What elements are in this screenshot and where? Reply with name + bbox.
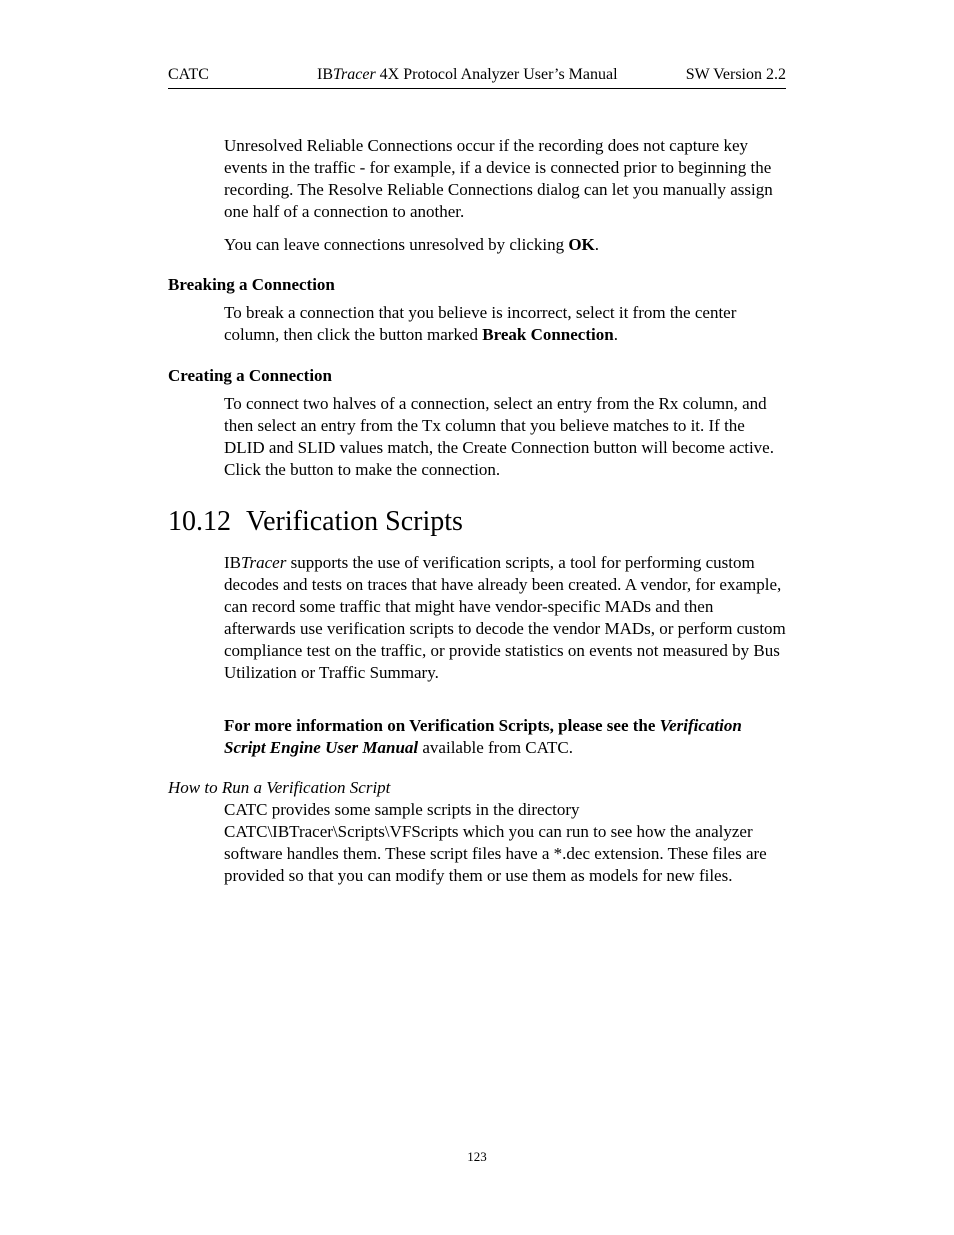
page-header	[168, 66, 786, 89]
header-manual-title: IBTracer 4X Protocol Analyzer User’s Manual	[317, 66, 618, 83]
how-to-run-heading: How to Run a Verification Script	[168, 778, 391, 797]
creating-connection-paragraph: To connect two halves of a connection, select an entry from the Rx column, and then select an entry from the Tx column that you believe matches to it. If the DLID and SLID values match, the Create Connection button will become active. Click the button to make the connection.	[224, 394, 774, 479]
section-heading	[168, 505, 463, 539]
verification-intro-paragraph: IBTracer supports the use of verification scripts, a tool for performing custom decodes and tests on traces that have already been created. A vendor, for example, can record some traffic that might have vendor-specific MADs and then afterwards use verification scripts to decode the vendor MADs, or perform custom compliance test on the traffic, or provide statistics on events not measured by Bus Utilization or Traffic Summary.	[224, 553, 786, 682]
more-info-paragraph: For more information on Verification Scripts, please see the Verification Script Engine User Manual available from CATC.	[224, 716, 742, 757]
breaking-connection-heading: Breaking a Connection	[168, 275, 335, 294]
header-version: SW Version 2.2	[685, 66, 786, 83]
intro-paragraph: Unresolved Reliable Connections occur if the recording does not capture key events in the traffic - for example, if a device is connected prior to beginning the recording. The Resolve Reliable Connections dialog can let you manually assign one half of a connection to another.	[224, 136, 773, 221]
header-company: CATC	[168, 66, 209, 83]
breaking-connection-paragraph: To break a connection that you believe is incorrect, select it from the center column, then click the button marked Break Connection.	[224, 303, 737, 344]
creating-connection-heading: Creating a Connection	[168, 366, 333, 385]
intro-ok-paragraph: You can leave connections unresolved by clicking OK.	[224, 235, 600, 254]
section-number: 10.12	[168, 506, 231, 537]
page-number: 123	[467, 1149, 487, 1164]
how-to-run-paragraph: CATC provides some sample scripts in the directory CATC\IBTracer\Scripts\VFScripts which you can run to see how the analyzer software handles them. These script files have a *.dec extension. These files are provided so that you can modify them or use them as models for new files.	[224, 800, 767, 885]
section-title: Verification Scripts	[246, 506, 463, 537]
